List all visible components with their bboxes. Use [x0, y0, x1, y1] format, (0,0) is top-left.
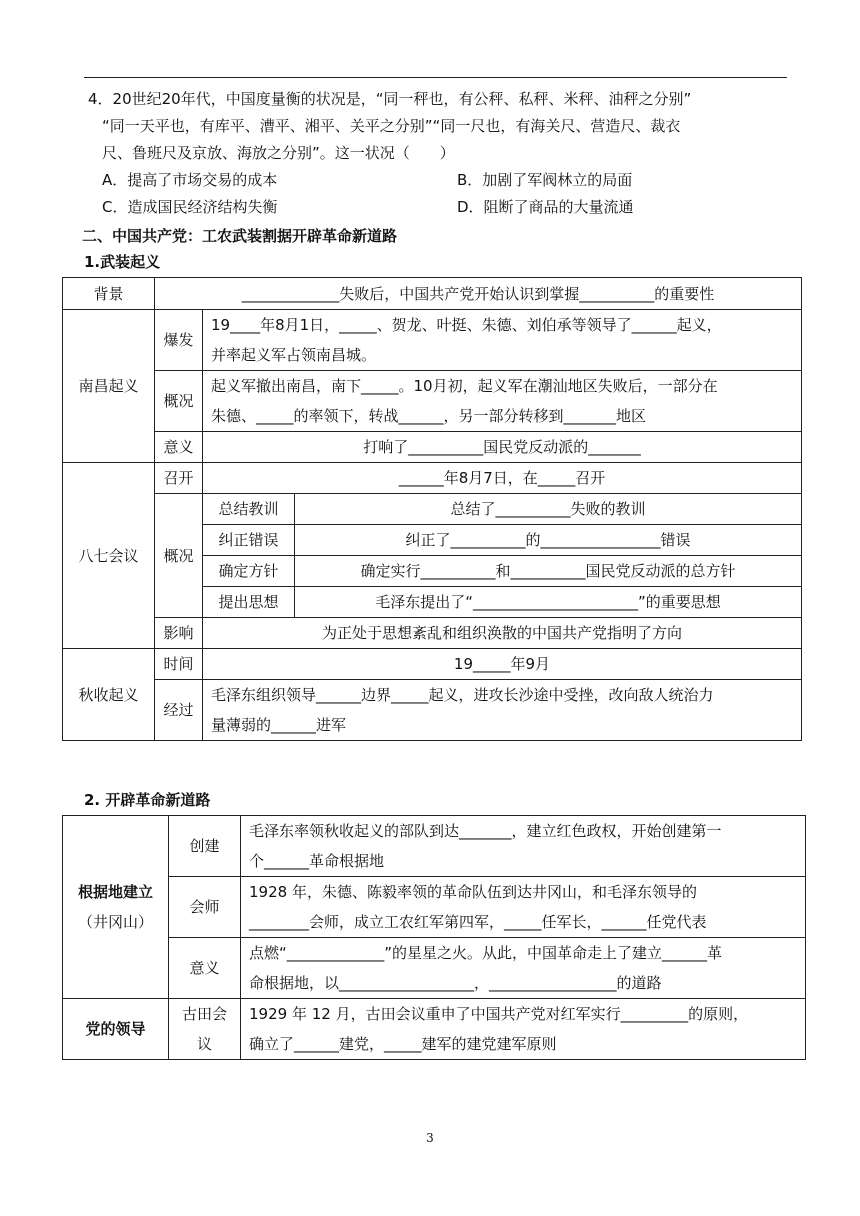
chuangjian-line1: 毛泽东率领秋收起义的部队到达_______，建立红色政权，开始创建第一	[249, 822, 722, 840]
yiyi-text: 打响了__________国民党反动派的_______	[203, 432, 802, 463]
r4-label: 提出思想	[203, 587, 295, 618]
qiushou-label: 秋收起义	[63, 649, 155, 741]
yiyi2-line2: 命根据地，以__________________，_________________的道路	[249, 974, 662, 992]
question-4-line3: 尺、鲁班尺及京放、海放之分别”。这一状况（ ）	[102, 144, 455, 162]
bg-label: 背景	[63, 278, 155, 310]
party-label: 党的领导	[63, 999, 169, 1060]
shijian-label: 时间	[155, 649, 203, 680]
gutian-line2: 确立了______建党，_____建军的建党建军原则	[249, 1035, 557, 1053]
shijian-text: 19_____年9月	[203, 649, 802, 680]
yiyi2-line1: 点燃“_____________”的星星之火。从此，中国革命走上了建立______革	[249, 944, 723, 962]
gutian-line1: 1929 年 12 月，古田会议重申了中国共产党对红军实行_________的原则，	[249, 1005, 749, 1023]
subsection-1-title: 1.武装起义	[84, 253, 161, 271]
r3-label: 确定方针	[203, 556, 295, 587]
jingguo-label: 经过	[155, 680, 203, 741]
nanchang-label: 南昌起义	[63, 310, 155, 463]
jingguo-line1: 毛泽东组织领导______边界_____起义，进攻长沙途中受挫，改向敌人统治力	[211, 686, 714, 704]
section-2-title: 二、中国共产党：工农武装割据开辟革命新道路	[82, 227, 398, 245]
bg-text: _____________失败后，中国共产党开始认识到掌握__________的重要性	[155, 278, 802, 310]
question-4-options	[88, 167, 798, 221]
zhaokai-label: 召开	[155, 463, 203, 494]
r2-text: 纠正了__________的________________错误	[295, 525, 802, 556]
chuangjian-label: 创建	[169, 816, 241, 877]
subsection-2-title: 2. 开辟革命新道路	[84, 791, 211, 809]
option-a[interactable]: A．提高了市场交易的成本	[102, 171, 278, 189]
chuangjian-line2: 个______革命根据地	[249, 852, 385, 870]
jingguo-text	[203, 680, 802, 741]
yiyi-label: 意义	[155, 432, 203, 463]
huishi-label: 会师	[169, 877, 241, 938]
gaikuang-line2: 朱德、_____的率领下，转战______，另一部分转移到_______地区	[211, 407, 647, 425]
baofa-line2: 并率起义军占领南昌城。	[211, 346, 377, 364]
zhaokai-text: ______年8月7日，在_____召开	[203, 463, 802, 494]
gutian-label: 古田会议	[169, 999, 241, 1060]
top-rule	[84, 77, 787, 78]
armed-uprising-table	[62, 277, 802, 741]
baofa-line1: 19____年8月1日，_____、贺龙、叶挺、朱德、刘伯承等领导了______起义，	[211, 316, 722, 334]
base-label	[63, 816, 169, 999]
r3-text: 确定实行__________和__________国民党反动派的总方针	[295, 556, 802, 587]
r4-text: 毛泽东提出了“______________________”的重要思想	[295, 587, 802, 618]
yingxiang-text: 为正处于思想紊乱和组织涣散的中国共产党指明了方向	[203, 618, 802, 649]
huishi-line2: ________会师，成立工农红军第四军，_____任军长，______任党代表	[249, 913, 707, 931]
chuangjian-text	[241, 816, 806, 877]
option-c[interactable]: C．造成国民经济结构失衡	[102, 198, 278, 216]
gaikuang-line1: 起义军撤出南昌，南下_____。10月初，起义军在潮汕地区失败后，一部分在	[211, 377, 718, 395]
gaikuang2-label: 概况	[155, 494, 203, 618]
question-4	[88, 86, 798, 221]
base-label-line2: （井冈山）	[77, 913, 153, 931]
gaikuang-label: 概况	[155, 371, 203, 432]
gutian-text	[241, 999, 806, 1060]
yingxiang-label: 影响	[155, 618, 203, 649]
r2-label: 纠正错误	[203, 525, 295, 556]
question-4-line2: “同一天平也，有库平、漕平、湘平、关平之分别”“同一尺也，有海关尺、营造尺、裁衣	[102, 117, 681, 135]
r1-text: 总结了__________失败的教训	[295, 494, 802, 525]
option-d[interactable]: D．阻断了商品的大量流通	[457, 198, 634, 216]
r1-label: 总结教训	[203, 494, 295, 525]
huishi-text	[241, 877, 806, 938]
jingguo-line2: 量薄弱的______进军	[211, 716, 347, 734]
gaikuang-text	[203, 371, 802, 432]
new-road-table	[62, 815, 806, 1060]
question-4-line1: 4．20世纪20年代，中国度量衡的状况是，“同一秤也，有公秤、私秤、米秤、油秤之分别”	[88, 90, 692, 108]
yiyi2-label: 意义	[169, 938, 241, 999]
baofa-text	[203, 310, 802, 371]
base-label-line1: 根据地建立	[77, 883, 153, 901]
yiyi2-text	[241, 938, 806, 999]
page-number: 3	[426, 1131, 434, 1145]
baqi-label: 八七会议	[63, 463, 155, 649]
baofa-label: 爆发	[155, 310, 203, 371]
option-b[interactable]: B．加剧了军阀林立的局面	[457, 171, 633, 189]
huishi-line1: 1928 年，朱德、陈毅率领的革命队伍到达井冈山，和毛泽东领导的	[249, 883, 697, 901]
